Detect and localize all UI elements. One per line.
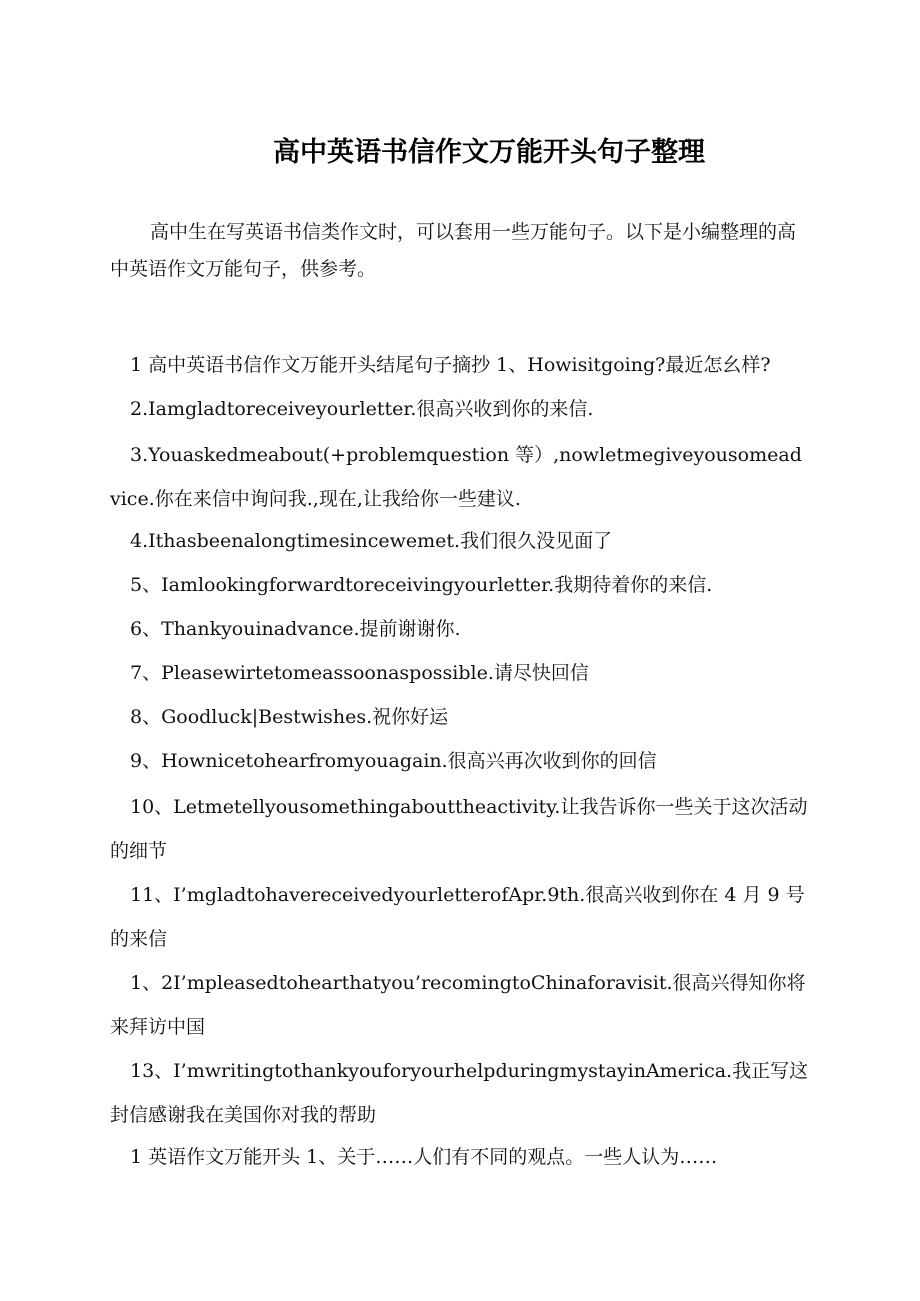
intro-paragraph: 高中生在写英语书信类作文时，可以套用一些万能句子。以下是小编整理的高中英语作文万能句子，供参考。 bbox=[110, 221, 797, 280]
list-item: 13、I’mwritingtothankyouforyourhelpduringmystayinAmerica.我正写这封信感谢我在美国你对我的帮助 bbox=[110, 1060, 809, 1126]
list-item: 1、2I’mpleasedtohearthatyou’recomingtoChinaforavisit.很高兴得知你将来拜访中国 bbox=[110, 972, 806, 1038]
list-item: 1 高中英语书信作文万能开头结尾句子摘抄 1、Howisitgoing?最近怎幺样? bbox=[130, 354, 771, 376]
list-item: 6、Thankyouinadvance.提前谢谢你. bbox=[130, 618, 461, 640]
list-item: 10、Letmetellyousomethingabouttheactivity.让我告诉你一些关于这次活动的细节 bbox=[110, 796, 808, 862]
list-item: 9、Hownicetohearfromyouagain.很高兴再次收到你的回信 bbox=[130, 750, 657, 772]
list-item: 11、I’mgladtohavereceivedyourletterofApr.9th.很高兴收到你在 4 月 9 号的来信 bbox=[110, 884, 805, 950]
list-item: 1 英语作文万能开头 1、关于……人们有不同的观点。一些人认为…… bbox=[130, 1146, 718, 1168]
list-item: 3.Youaskedmeabout(+problemquestion 等）,nowletmegiveyousomeadvice.你在来信中询问我.,现在,让我给你一些建议. bbox=[110, 444, 802, 510]
list-item: 4.Ithasbeenalongtimesincewemet.我们很久没见面了 bbox=[130, 530, 613, 552]
list-item: 7、Pleasewirtetomeassoonaspossible.请尽快回信 bbox=[130, 662, 589, 684]
list-item: 5、Iamlookingforwardtoreceivingyourletter.我期待着你的来信. bbox=[130, 574, 713, 596]
list-item: 8、Goodluck|Bestwishes.祝你好运 bbox=[130, 706, 449, 728]
page-title: 高中英语书信作文万能开头句子整理 bbox=[273, 137, 705, 168]
list-item: 2.Iamgladtoreceiveyourletter.很高兴收到你的来信. bbox=[130, 398, 594, 420]
